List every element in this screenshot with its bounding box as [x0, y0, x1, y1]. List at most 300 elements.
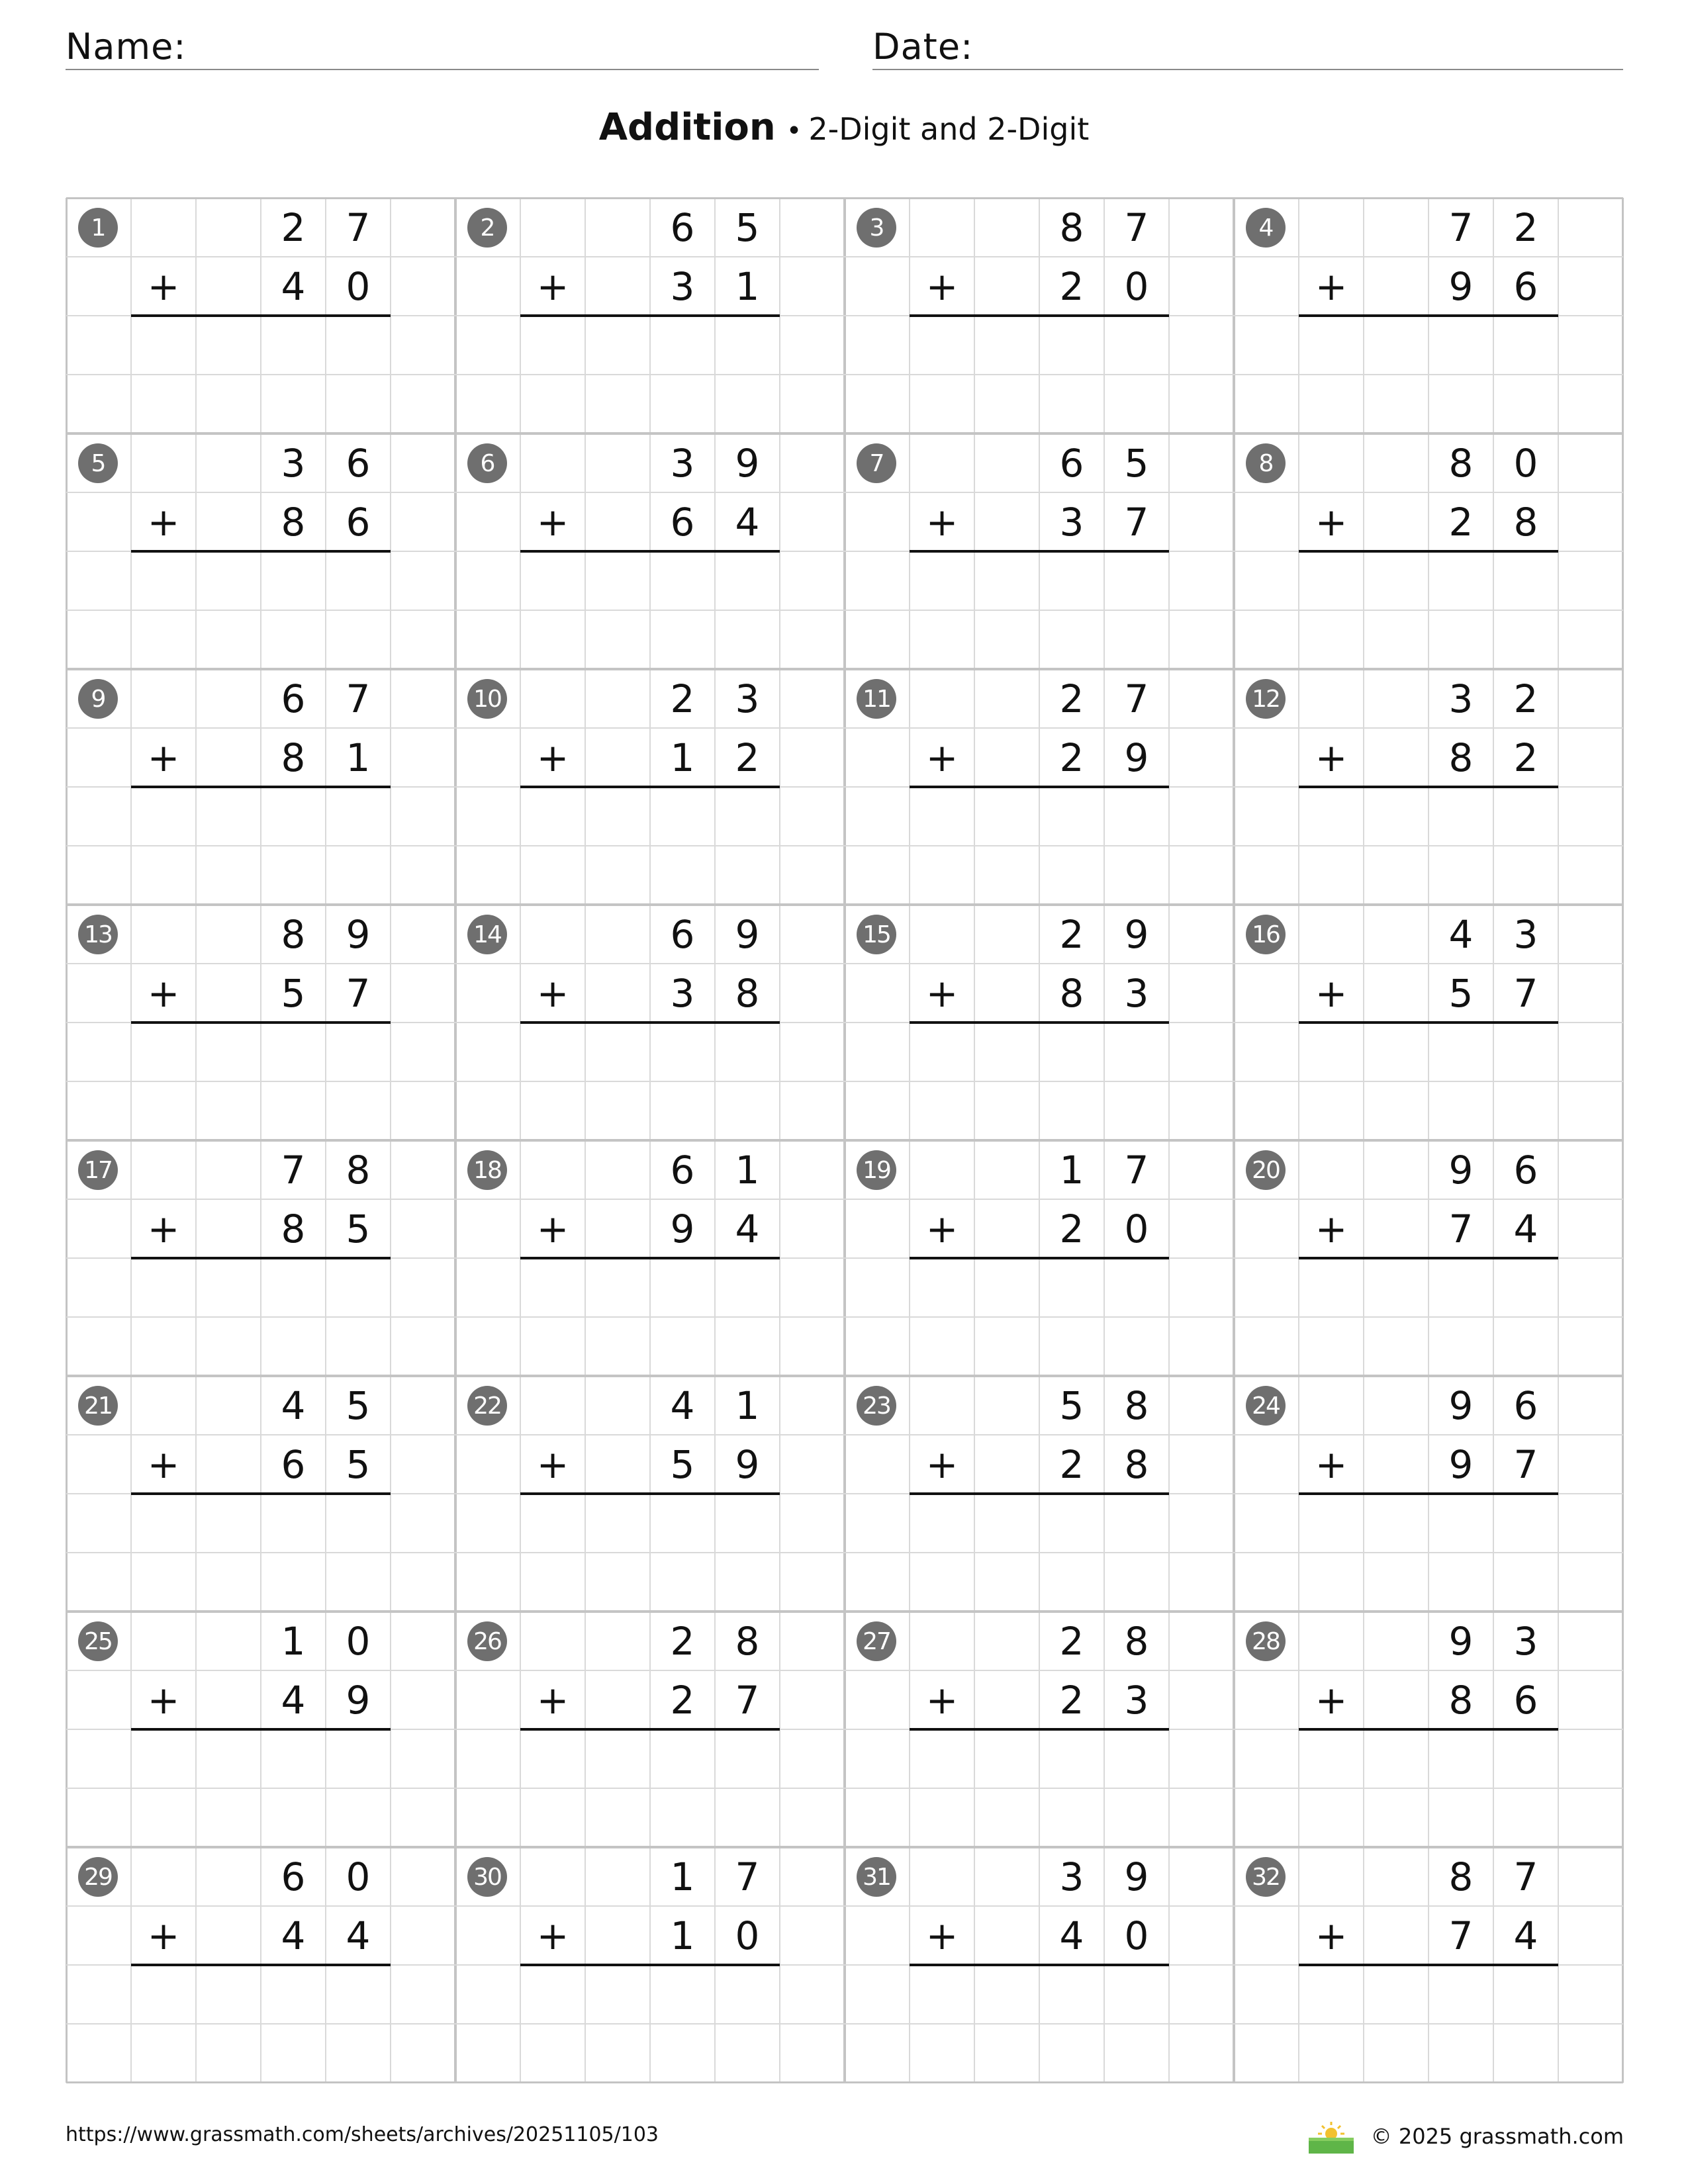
- answer-cell[interactable]: [520, 1317, 585, 1376]
- addend-top-ones: 8: [735, 1618, 760, 1664]
- problem-number-badge: 13: [78, 915, 118, 954]
- answer-cell[interactable]: [974, 1553, 1039, 1612]
- addend-top-ones: 2: [1513, 205, 1538, 250]
- answer-cell[interactable]: [1364, 1788, 1429, 1847]
- answer-cell[interactable]: [196, 1317, 261, 1376]
- answer-cell[interactable]: [520, 375, 585, 433]
- answer-cell[interactable]: [1299, 551, 1364, 610]
- answer-cell[interactable]: [1493, 551, 1558, 610]
- addend-top-tens: 5: [1059, 1383, 1084, 1428]
- answer-cell[interactable]: [1104, 2024, 1169, 2083]
- answer-cell[interactable]: [1364, 1494, 1429, 1553]
- answer-cell[interactable]: [1039, 1553, 1104, 1612]
- answer-cell[interactable]: [326, 1258, 391, 1317]
- answer-cell[interactable]: [1493, 1317, 1558, 1376]
- answer-cell[interactable]: [1493, 1023, 1558, 1081]
- addend-top-ones: 3: [735, 676, 760, 721]
- answer-cell[interactable]: [1364, 1258, 1429, 1317]
- addend-bottom-ones: 8: [1124, 1441, 1149, 1487]
- answer-cell[interactable]: [196, 1494, 261, 1553]
- answer-cell[interactable]: [1299, 1081, 1364, 1140]
- answer-cell[interactable]: [261, 1317, 326, 1376]
- answer-cell[interactable]: [261, 2024, 326, 2083]
- answer-cell[interactable]: [1104, 551, 1169, 610]
- answer-cell[interactable]: [1364, 316, 1429, 375]
- answer-cell[interactable]: [910, 1553, 974, 1612]
- answer-cell[interactable]: [520, 1494, 585, 1553]
- answer-cell[interactable]: [1104, 316, 1169, 375]
- addend-top-ones: 3: [1513, 911, 1538, 957]
- answer-cell[interactable]: [650, 846, 715, 905]
- problem-number-badge: 32: [1246, 1857, 1286, 1897]
- answer-cell[interactable]: [1104, 1788, 1169, 1847]
- answer-cell[interactable]: [326, 375, 391, 433]
- answer-cell[interactable]: [1299, 1729, 1364, 1788]
- answer-cell[interactable]: [131, 1258, 196, 1317]
- answer-cell[interactable]: [1429, 375, 1493, 433]
- answer-cell[interactable]: [910, 375, 974, 433]
- answer-cell[interactable]: [585, 1729, 650, 1788]
- answer-cell[interactable]: [131, 375, 196, 433]
- answer-cell[interactable]: [974, 551, 1039, 610]
- answer-cell[interactable]: [974, 1965, 1039, 2024]
- answer-cell[interactable]: [974, 610, 1039, 669]
- answer-cell[interactable]: [650, 610, 715, 669]
- answer-cell[interactable]: [974, 1081, 1039, 1140]
- answer-cell[interactable]: [1039, 1258, 1104, 1317]
- answer-cell[interactable]: [196, 1081, 261, 1140]
- answer-cell[interactable]: [520, 2024, 585, 2083]
- answer-cell[interactable]: [1493, 787, 1558, 846]
- answer-cell[interactable]: [196, 1729, 261, 1788]
- answer-cell[interactable]: [131, 2024, 196, 2083]
- answer-cell[interactable]: [1429, 846, 1493, 905]
- answer-cell[interactable]: [1429, 610, 1493, 669]
- answer-cell[interactable]: [196, 1023, 261, 1081]
- answer-cell[interactable]: [1493, 1965, 1558, 2024]
- name-label: Name:: [66, 26, 187, 68]
- answer-cell[interactable]: [261, 610, 326, 669]
- addend-bottom-ones: 5: [346, 1441, 371, 1487]
- answer-cell[interactable]: [585, 1553, 650, 1612]
- answer-cell[interactable]: [326, 1317, 391, 1376]
- answer-cell[interactable]: [326, 1023, 391, 1081]
- plus-sign: +: [147, 970, 180, 1016]
- answer-cell[interactable]: [1104, 1965, 1169, 2024]
- addend-top-tens: 3: [1059, 1854, 1084, 1899]
- answer-cell[interactable]: [326, 316, 391, 375]
- answer-cell[interactable]: [1039, 846, 1104, 905]
- answer-cell[interactable]: [1039, 316, 1104, 375]
- plus-sign: +: [147, 499, 180, 545]
- answer-cell[interactable]: [196, 551, 261, 610]
- answer-cell[interactable]: [131, 1729, 196, 1788]
- answer-cell[interactable]: [1364, 1729, 1429, 1788]
- addend-bottom-tens: 8: [281, 499, 306, 545]
- answer-cell[interactable]: [520, 787, 585, 846]
- answer-cell[interactable]: [131, 1023, 196, 1081]
- answer-cell[interactable]: [131, 1553, 196, 1612]
- answer-cell[interactable]: [650, 1317, 715, 1376]
- answer-cell[interactable]: [326, 1081, 391, 1140]
- answer-cell[interactable]: [1299, 1788, 1364, 1847]
- answer-cell[interactable]: [196, 787, 261, 846]
- answer-cell[interactable]: [650, 1965, 715, 2024]
- answer-cell[interactable]: [1299, 375, 1364, 433]
- problem-number-badge: 4: [1246, 208, 1286, 248]
- answer-cell[interactable]: [585, 2024, 650, 2083]
- answer-cell[interactable]: [326, 1553, 391, 1612]
- answer-cell[interactable]: [1104, 1023, 1169, 1081]
- answer-cell[interactable]: [1364, 1553, 1429, 1612]
- answer-cell[interactable]: [326, 1494, 391, 1553]
- plus-sign: +: [1315, 735, 1348, 780]
- answer-cell[interactable]: [1364, 787, 1429, 846]
- answer-cell[interactable]: [131, 1788, 196, 1847]
- addend-bottom-tens: 9: [1448, 263, 1474, 309]
- problem-number-badge: 29: [78, 1857, 118, 1897]
- answer-cell[interactable]: [131, 1494, 196, 1553]
- answer-cell[interactable]: [1299, 1023, 1364, 1081]
- answer-cell[interactable]: [715, 1258, 780, 1317]
- answer-cell[interactable]: [1364, 610, 1429, 669]
- answer-cell[interactable]: [326, 787, 391, 846]
- answer-cell[interactable]: [1299, 846, 1364, 905]
- answer-cell[interactable]: [585, 1023, 650, 1081]
- answer-cell[interactable]: [715, 1553, 780, 1612]
- problem-number-badge: 21: [78, 1386, 118, 1426]
- answer-cell[interactable]: [1104, 610, 1169, 669]
- answer-cell[interactable]: [1039, 551, 1104, 610]
- answer-cell[interactable]: [1493, 610, 1558, 669]
- addend-top-tens: 4: [1448, 911, 1474, 957]
- name-field[interactable]: [66, 25, 819, 70]
- answer-cell[interactable]: [585, 1081, 650, 1140]
- answer-cell[interactable]: [131, 1317, 196, 1376]
- answer-cell[interactable]: [520, 1023, 585, 1081]
- answer-cell[interactable]: [1039, 1729, 1104, 1788]
- answer-cell[interactable]: [1104, 1258, 1169, 1317]
- answer-cell[interactable]: [326, 846, 391, 905]
- answer-cell[interactable]: [585, 846, 650, 905]
- addend-top-tens: 3: [670, 440, 695, 486]
- answer-cell[interactable]: [585, 1494, 650, 1553]
- answer-cell[interactable]: [1039, 1494, 1104, 1553]
- answer-cell[interactable]: [1429, 1023, 1493, 1081]
- answer-cell[interactable]: [520, 1258, 585, 1317]
- answer-cell[interactable]: [974, 846, 1039, 905]
- answer-cell[interactable]: [910, 2024, 974, 2083]
- answer-cell[interactable]: [196, 1553, 261, 1612]
- answer-cell[interactable]: [974, 1494, 1039, 1553]
- answer-cell[interactable]: [261, 1553, 326, 1612]
- answer-cell[interactable]: [196, 316, 261, 375]
- answer-cell[interactable]: [910, 846, 974, 905]
- answer-cell[interactable]: [1364, 1023, 1429, 1081]
- answer-cell[interactable]: [910, 1788, 974, 1847]
- problem-number-badge: 2: [467, 208, 507, 248]
- answer-cell[interactable]: [585, 1965, 650, 2024]
- answer-cell[interactable]: [715, 1788, 780, 1847]
- answer-cell[interactable]: [715, 1317, 780, 1376]
- answer-cell[interactable]: [585, 316, 650, 375]
- answer-cell[interactable]: [715, 1081, 780, 1140]
- answer-cell[interactable]: [1104, 1553, 1169, 1612]
- answer-cell[interactable]: [974, 1023, 1039, 1081]
- answer-cell[interactable]: [131, 610, 196, 669]
- addend-top-ones: 5: [735, 205, 760, 250]
- answer-cell[interactable]: [520, 610, 585, 669]
- answer-cell[interactable]: [974, 316, 1039, 375]
- answer-cell[interactable]: [1104, 1494, 1169, 1553]
- date-field[interactable]: [872, 25, 1623, 70]
- answer-cell[interactable]: [1429, 1788, 1493, 1847]
- answer-cell[interactable]: [715, 316, 780, 375]
- answer-cell[interactable]: [196, 1965, 261, 2024]
- answer-cell[interactable]: [1299, 787, 1364, 846]
- answer-cell[interactable]: [585, 1317, 650, 1376]
- answer-cell[interactable]: [1429, 316, 1493, 375]
- answer-cell[interactable]: [1364, 1081, 1429, 1140]
- answer-cell[interactable]: [715, 1023, 780, 1081]
- answer-cell[interactable]: [1039, 1081, 1104, 1140]
- answer-cell[interactable]: [910, 1965, 974, 2024]
- answer-cell[interactable]: [1104, 1317, 1169, 1376]
- answer-cell[interactable]: [715, 551, 780, 610]
- answer-cell[interactable]: [261, 1965, 326, 2024]
- answer-cell[interactable]: [1104, 787, 1169, 846]
- answer-cell[interactable]: [585, 787, 650, 846]
- answer-cell[interactable]: [910, 1258, 974, 1317]
- addend-top-ones: 7: [1124, 676, 1149, 721]
- answer-cell[interactable]: [1299, 1965, 1364, 2024]
- answer-cell[interactable]: [1364, 2024, 1429, 2083]
- answer-cell[interactable]: [261, 1729, 326, 1788]
- answer-cell[interactable]: [261, 375, 326, 433]
- answer-cell[interactable]: [131, 846, 196, 905]
- problem-number-badge: 28: [1246, 1621, 1286, 1661]
- answer-cell[interactable]: [974, 787, 1039, 846]
- answer-cell[interactable]: [650, 1729, 715, 1788]
- answer-cell[interactable]: [585, 551, 650, 610]
- answer-cell[interactable]: [261, 1494, 326, 1553]
- answer-cell[interactable]: [1493, 1729, 1558, 1788]
- answer-cell[interactable]: [131, 551, 196, 610]
- answer-cell[interactable]: [1039, 610, 1104, 669]
- answer-cell[interactable]: [585, 1788, 650, 1847]
- answer-cell[interactable]: [1299, 2024, 1364, 2083]
- answer-cell[interactable]: [910, 1317, 974, 1376]
- answer-cell[interactable]: [196, 2024, 261, 2083]
- addend-bottom-tens: 6: [670, 499, 695, 545]
- answer-cell[interactable]: [261, 846, 326, 905]
- answer-cell[interactable]: [974, 1317, 1039, 1376]
- answer-cell[interactable]: [196, 1788, 261, 1847]
- answer-cell[interactable]: [1299, 1317, 1364, 1376]
- answer-cell[interactable]: [1299, 316, 1364, 375]
- answer-cell[interactable]: [1429, 787, 1493, 846]
- addend-top-ones: 9: [346, 911, 371, 957]
- answer-cell[interactable]: [326, 2024, 391, 2083]
- answer-cell[interactable]: [910, 1023, 974, 1081]
- addend-bottom-tens: 9: [1448, 1441, 1474, 1487]
- answer-cell[interactable]: [520, 1553, 585, 1612]
- answer-cell[interactable]: [650, 316, 715, 375]
- addend-bottom-ones: 9: [1124, 735, 1149, 780]
- answer-cell[interactable]: [1039, 2024, 1104, 2083]
- answer-cell[interactable]: [196, 846, 261, 905]
- answer-cell[interactable]: [196, 610, 261, 669]
- answer-cell[interactable]: [715, 375, 780, 433]
- answer-cell[interactable]: [650, 375, 715, 433]
- answer-cell[interactable]: [974, 1258, 1039, 1317]
- answer-cell[interactable]: [1493, 846, 1558, 905]
- answer-cell[interactable]: [1429, 1081, 1493, 1140]
- answer-cell[interactable]: [1493, 1494, 1558, 1553]
- answer-cell[interactable]: [131, 787, 196, 846]
- answer-cell[interactable]: [1493, 1258, 1558, 1317]
- answer-cell[interactable]: [131, 1965, 196, 2024]
- answer-cell[interactable]: [715, 610, 780, 669]
- answer-cell[interactable]: [715, 1965, 780, 2024]
- addend-bottom-ones: 7: [1513, 970, 1538, 1016]
- answer-cell[interactable]: [326, 1965, 391, 2024]
- answer-cell[interactable]: [715, 1729, 780, 1788]
- answer-cell[interactable]: [585, 1258, 650, 1317]
- answer-cell[interactable]: [650, 1258, 715, 1317]
- answer-cell[interactable]: [1299, 1494, 1364, 1553]
- answer-cell[interactable]: [650, 1081, 715, 1140]
- answer-cell[interactable]: [1039, 1965, 1104, 2024]
- answer-cell[interactable]: [1429, 551, 1493, 610]
- answer-cell[interactable]: [585, 375, 650, 433]
- answer-cell[interactable]: [326, 551, 391, 610]
- answer-cell[interactable]: [520, 1788, 585, 1847]
- answer-cell[interactable]: [715, 846, 780, 905]
- answer-cell[interactable]: [520, 316, 585, 375]
- answer-cell[interactable]: [520, 1729, 585, 1788]
- answer-cell[interactable]: [326, 610, 391, 669]
- problem-number-badge: 17: [78, 1150, 118, 1190]
- answer-cell[interactable]: [715, 1494, 780, 1553]
- answer-cell[interactable]: [1429, 1258, 1493, 1317]
- answer-cell[interactable]: [261, 1258, 326, 1317]
- answer-cell[interactable]: [1364, 551, 1429, 610]
- answer-cell[interactable]: [261, 551, 326, 610]
- answer-cell[interactable]: [261, 787, 326, 846]
- answer-cell[interactable]: [196, 375, 261, 433]
- answer-cell[interactable]: [974, 2024, 1039, 2083]
- answer-cell[interactable]: [1429, 1729, 1493, 1788]
- answer-cell[interactable]: [1493, 316, 1558, 375]
- answer-cell[interactable]: [910, 1729, 974, 1788]
- answer-cell[interactable]: [650, 1553, 715, 1612]
- answer-cell[interactable]: [1429, 1553, 1493, 1612]
- answer-cell[interactable]: [261, 1023, 326, 1081]
- answer-cell[interactable]: [1104, 1081, 1169, 1140]
- answer-cell[interactable]: [650, 1494, 715, 1553]
- addend-top-tens: 9: [1448, 1147, 1474, 1193]
- plus-sign: +: [925, 1913, 959, 1958]
- answer-cell[interactable]: [1493, 1553, 1558, 1612]
- answer-cell[interactable]: [715, 787, 780, 846]
- answer-cell[interactable]: [1039, 787, 1104, 846]
- answer-cell[interactable]: [1039, 1317, 1104, 1376]
- answer-cell[interactable]: [1493, 375, 1558, 433]
- answer-cell[interactable]: [1364, 1965, 1429, 2024]
- answer-cell[interactable]: [1493, 1081, 1558, 1140]
- answer-cell[interactable]: [650, 787, 715, 846]
- addend-bottom-tens: 2: [1448, 499, 1474, 545]
- answer-cell[interactable]: [1429, 1317, 1493, 1376]
- answer-cell[interactable]: [910, 1494, 974, 1553]
- answer-cell[interactable]: [910, 610, 974, 669]
- answer-cell[interactable]: [520, 846, 585, 905]
- answer-cell[interactable]: [1299, 1258, 1364, 1317]
- answer-cell[interactable]: [1104, 846, 1169, 905]
- addend-top-tens: 6: [281, 676, 306, 721]
- answer-cell[interactable]: [1493, 2024, 1558, 2083]
- answer-cell[interactable]: [131, 316, 196, 375]
- answer-cell[interactable]: [650, 1788, 715, 1847]
- answer-cell[interactable]: [1039, 375, 1104, 433]
- answer-cell[interactable]: [261, 1788, 326, 1847]
- answer-cell[interactable]: [261, 316, 326, 375]
- addend-top-ones: 7: [346, 676, 371, 721]
- answer-cell[interactable]: [974, 375, 1039, 433]
- answer-cell[interactable]: [1039, 1023, 1104, 1081]
- plus-sign: +: [536, 263, 569, 309]
- answer-cell[interactable]: [520, 551, 585, 610]
- answer-cell[interactable]: [650, 551, 715, 610]
- addend-bottom-tens: 2: [1059, 263, 1084, 309]
- answer-cell[interactable]: [1364, 1317, 1429, 1376]
- answer-cell[interactable]: [196, 1258, 261, 1317]
- plus-sign: +: [1315, 1913, 1348, 1958]
- answer-cell[interactable]: [974, 1729, 1039, 1788]
- answer-cell[interactable]: [261, 1081, 326, 1140]
- answer-cell[interactable]: [1299, 610, 1364, 669]
- answer-cell[interactable]: [520, 1965, 585, 2024]
- answer-cell[interactable]: [910, 316, 974, 375]
- answer-cell[interactable]: [1429, 1494, 1493, 1553]
- answer-cell[interactable]: [910, 1081, 974, 1140]
- answer-cell[interactable]: [1429, 2024, 1493, 2083]
- answer-cell[interactable]: [974, 1788, 1039, 1847]
- answer-cell[interactable]: [585, 610, 650, 669]
- answer-cell[interactable]: [910, 787, 974, 846]
- answer-cell[interactable]: [650, 2024, 715, 2083]
- answer-cell[interactable]: [1299, 1553, 1364, 1612]
- answer-cell[interactable]: [1429, 1965, 1493, 2024]
- answer-cell[interactable]: [326, 1788, 391, 1847]
- answer-cell[interactable]: [1364, 846, 1429, 905]
- answer-cell[interactable]: [1104, 1729, 1169, 1788]
- answer-cell[interactable]: [131, 1081, 196, 1140]
- answer-cell[interactable]: [520, 1081, 585, 1140]
- answer-cell[interactable]: [1039, 1788, 1104, 1847]
- answer-cell[interactable]: [326, 1729, 391, 1788]
- answer-cell[interactable]: [910, 551, 974, 610]
- addend-top-ones: 7: [1124, 205, 1149, 250]
- answer-cell[interactable]: [1493, 1788, 1558, 1847]
- answer-cell[interactable]: [1364, 375, 1429, 433]
- answer-cell[interactable]: [650, 1023, 715, 1081]
- addend-top-tens: 6: [670, 1147, 695, 1193]
- answer-cell[interactable]: [715, 2024, 780, 2083]
- answer-cell[interactable]: [1104, 375, 1169, 433]
- addend-bottom-tens: 8: [1448, 735, 1474, 780]
